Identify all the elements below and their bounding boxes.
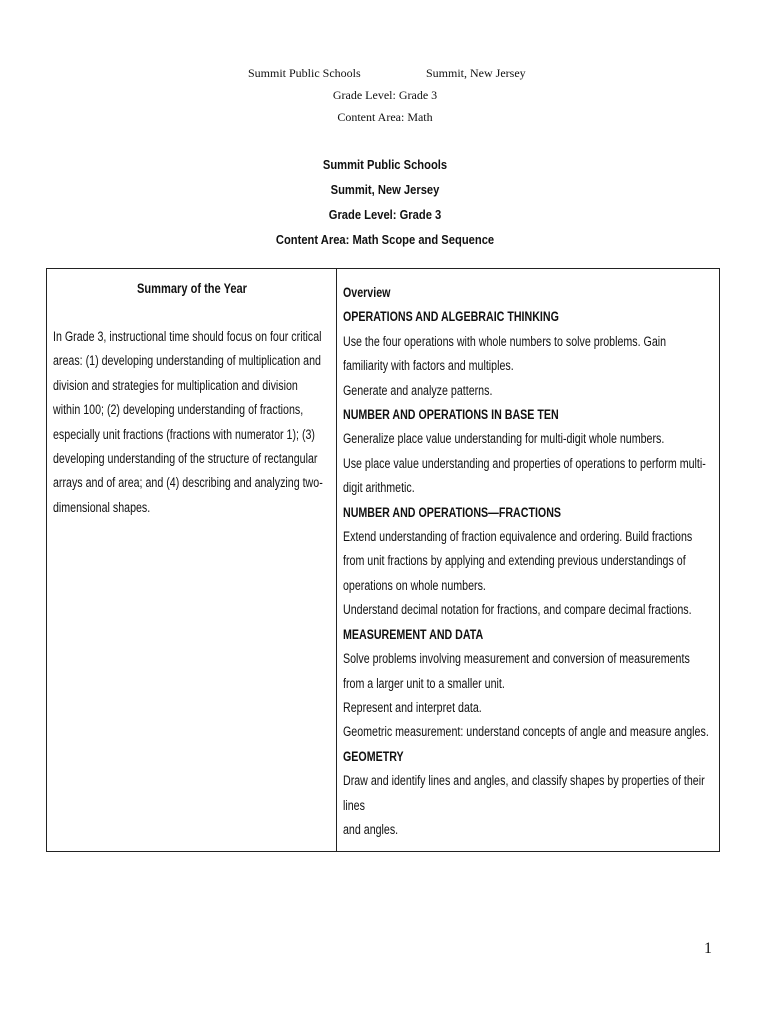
document-title [54,152,716,252]
section-line: digit arithmetic. [343,480,415,496]
overview-column [337,269,719,851]
section-line: Use the four operations with whole numbers to solve problems. Gain [343,333,667,349]
summary-line: dimensional shapes. [53,499,151,515]
summary-line: In Grade 3, instructional time should focus on four critical [53,329,322,344]
summary-heading: Summary of the Year [137,281,247,296]
section-title-fractions: NUMBER AND OPERATIONS—FRACTIONS [343,504,562,520]
summary-body [53,325,323,520]
section-line: Generate and analyze patterns. [343,382,493,398]
section-line: familiarity with factors and multiples. [343,358,514,374]
overview-heading: Overview [343,285,391,300]
section-line: from a larger unit to a smaller unit. [343,675,505,691]
title-content-area: Content Area: Math Scope and Sequence [275,232,495,247]
title-school: Summit Public Schools [322,157,448,172]
section-line: Extend understanding of fraction equivalence and ordering. Build fractions [343,529,693,545]
section-line: and angles. [343,821,399,837]
page-number: 1 [704,940,712,957]
summary-line: division and strategies for multiplication and division [53,377,298,393]
section-title-base-ten: NUMBER AND OPERATIONS IN BASE TEN [343,407,559,423]
section-line: Geometric measurement: understand concepts of angle and measure angles. [343,724,709,740]
page-header [0,62,770,128]
summary-line: especially unit fractions (fractions with numerator 1); (3) [53,426,315,442]
title-grade: Grade Level: Grade 3 [328,207,442,222]
section-line: Solve problems involving measurement and conversion of measurements [343,651,690,667]
header-grade: Grade Level: Grade 3 [332,88,438,102]
section-title-operations-algebraic: OPERATIONS AND ALGEBRAIC THINKING [343,309,559,325]
title-location: Summit, New Jersey [330,182,440,197]
section-line: Represent and interpret data. [343,699,482,715]
section-title-geometry: GEOMETRY [343,748,404,764]
scope-table [46,268,720,852]
section-line: from unit fractions by applying and extending previous understandings of [343,553,686,569]
summary-line: arrays and of area; and (4) describing and analyzing two- [53,475,323,491]
section-title-measurement-data: MEASUREMENT AND DATA [343,626,484,642]
section-line: operations on whole numbers. [343,577,486,593]
summary-line: areas: (1) developing understanding of multiplication and [53,353,321,369]
section-line: Generalize place value understanding for multi-digit whole numbers. [343,431,665,447]
overview-body [343,281,709,842]
header-location: Summit, New Jersey [426,66,526,80]
header-line-1 [0,62,770,84]
summary-column [47,269,337,851]
summary-line: developing understanding of the structure of rectangular [53,451,318,467]
section-line: Understand decimal notation for fractions, and compare decimal fractions. [343,602,692,618]
header-content-area: Content Area: Math [337,110,433,124]
section-line: lines [343,797,365,813]
header-org: Summit Public Schools [248,66,361,80]
section-line: Draw and identify lines and angles, and classify shapes by properties of their [343,773,705,789]
summary-line: within 100; (2) developing understanding of fractions, [53,402,304,418]
section-line: Use place value understanding and properties of operations to perform multi- [343,455,706,471]
